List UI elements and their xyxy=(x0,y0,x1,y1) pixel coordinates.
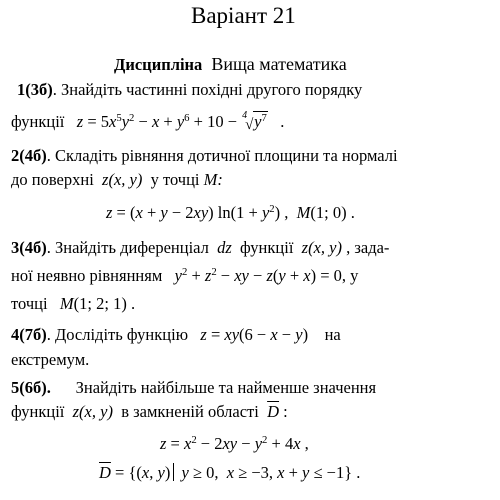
task-2-line-2 xyxy=(11,170,223,190)
task-4-extremum-word: екстремум. xyxy=(11,350,90,369)
task-4-text: . Дослідіть функцію xyxy=(46,325,189,344)
task-3-variable: z(x, y) xyxy=(301,238,342,257)
task-5-line-1 xyxy=(11,378,376,398)
task-4-on-word: на xyxy=(324,325,341,344)
task-3-text-continued: , зада- xyxy=(346,238,390,257)
task-2-formula: z = (x + y − 2xy) $\ln(1 + y^2)$ , M(1; 0) . xyxy=(106,203,355,222)
task-5-line-2 xyxy=(11,402,288,422)
task-2-text: . Складіть рівняння дотичної площини та нормалі xyxy=(46,146,398,165)
task-3-function-word: функції xyxy=(240,238,294,257)
task-2-point-word: у точці xyxy=(150,170,200,189)
task-3-point-word: точці xyxy=(11,294,48,313)
variant-title xyxy=(191,3,296,28)
task-1-line-2: функції $z = 5x^5y^2 - x + y^6 + 10$ − 4 √ $y^7$ . xyxy=(11,110,285,133)
task-5-closed-region-text: в замкненій області xyxy=(121,402,259,421)
task-3-line-2: ної неявно рівнянням $y^2 + z^2$ − xy − z(y + x) = 0, у xyxy=(11,266,359,285)
discipline-name: Вища математика xyxy=(211,54,347,74)
task-1-line-1 xyxy=(17,80,362,100)
variant-text: Варіант 21 xyxy=(191,3,296,28)
fourth-root-symbol: 4 √ $y^7$ xyxy=(242,110,267,133)
task-2-number: 2(4б) xyxy=(11,146,47,165)
task-5-domain-definition: $\overline{D} = \{(x$, y) y ≥ 0, x ≥ −3, x + y ≤ −1} . xyxy=(99,463,361,482)
discipline-label: Дисципліна xyxy=(114,55,203,74)
task-5-function-word: функції xyxy=(11,402,65,421)
task-3-number: 3(4б) xyxy=(11,238,47,257)
task-2-line-1 xyxy=(11,146,398,166)
task-1-number: 1(3б) xyxy=(17,80,53,99)
discipline-heading xyxy=(114,54,347,75)
task-4-line-2 xyxy=(11,350,89,370)
task-3-text: . Знайдіть диференціал xyxy=(46,238,209,257)
task-5-variable: z(x, y) xyxy=(72,402,113,421)
task-2-variable: z(x, y) xyxy=(102,170,143,189)
task-5-text: Знайдіть найбільше та найменше значення xyxy=(75,378,377,397)
task-5-formula: $z = x^2 - 2xy - y^2 + 4x$ , xyxy=(160,434,309,453)
task-3-separator: , у xyxy=(341,266,359,285)
task-3-dz: dz xyxy=(217,238,232,257)
task-5-domain-label: $\overline{D}$ xyxy=(267,402,280,421)
task-2-point-label: M: xyxy=(203,170,223,189)
task-4-line-1: 4(7б). Дослідіть функцію z = xy(6 − x − y) на xyxy=(11,325,341,344)
task-5-number: 5(6б). xyxy=(11,378,51,397)
task-3-line-3: точці M(1; 2; 1) . xyxy=(11,294,136,313)
task-1-formula: z xyxy=(76,112,84,131)
task-1-function-word: функції xyxy=(11,112,65,131)
task-2-surface-word: до поверхні xyxy=(11,170,94,189)
task-4-number: 4(7б) xyxy=(11,325,47,344)
task-1-text: . Знайдіть частинні похідні другого порядку xyxy=(52,80,363,99)
task-3-line-1 xyxy=(11,238,389,258)
task-5-colon: : xyxy=(283,402,288,421)
task-3-implicit-text: ної неявно рівнянням xyxy=(11,266,163,285)
